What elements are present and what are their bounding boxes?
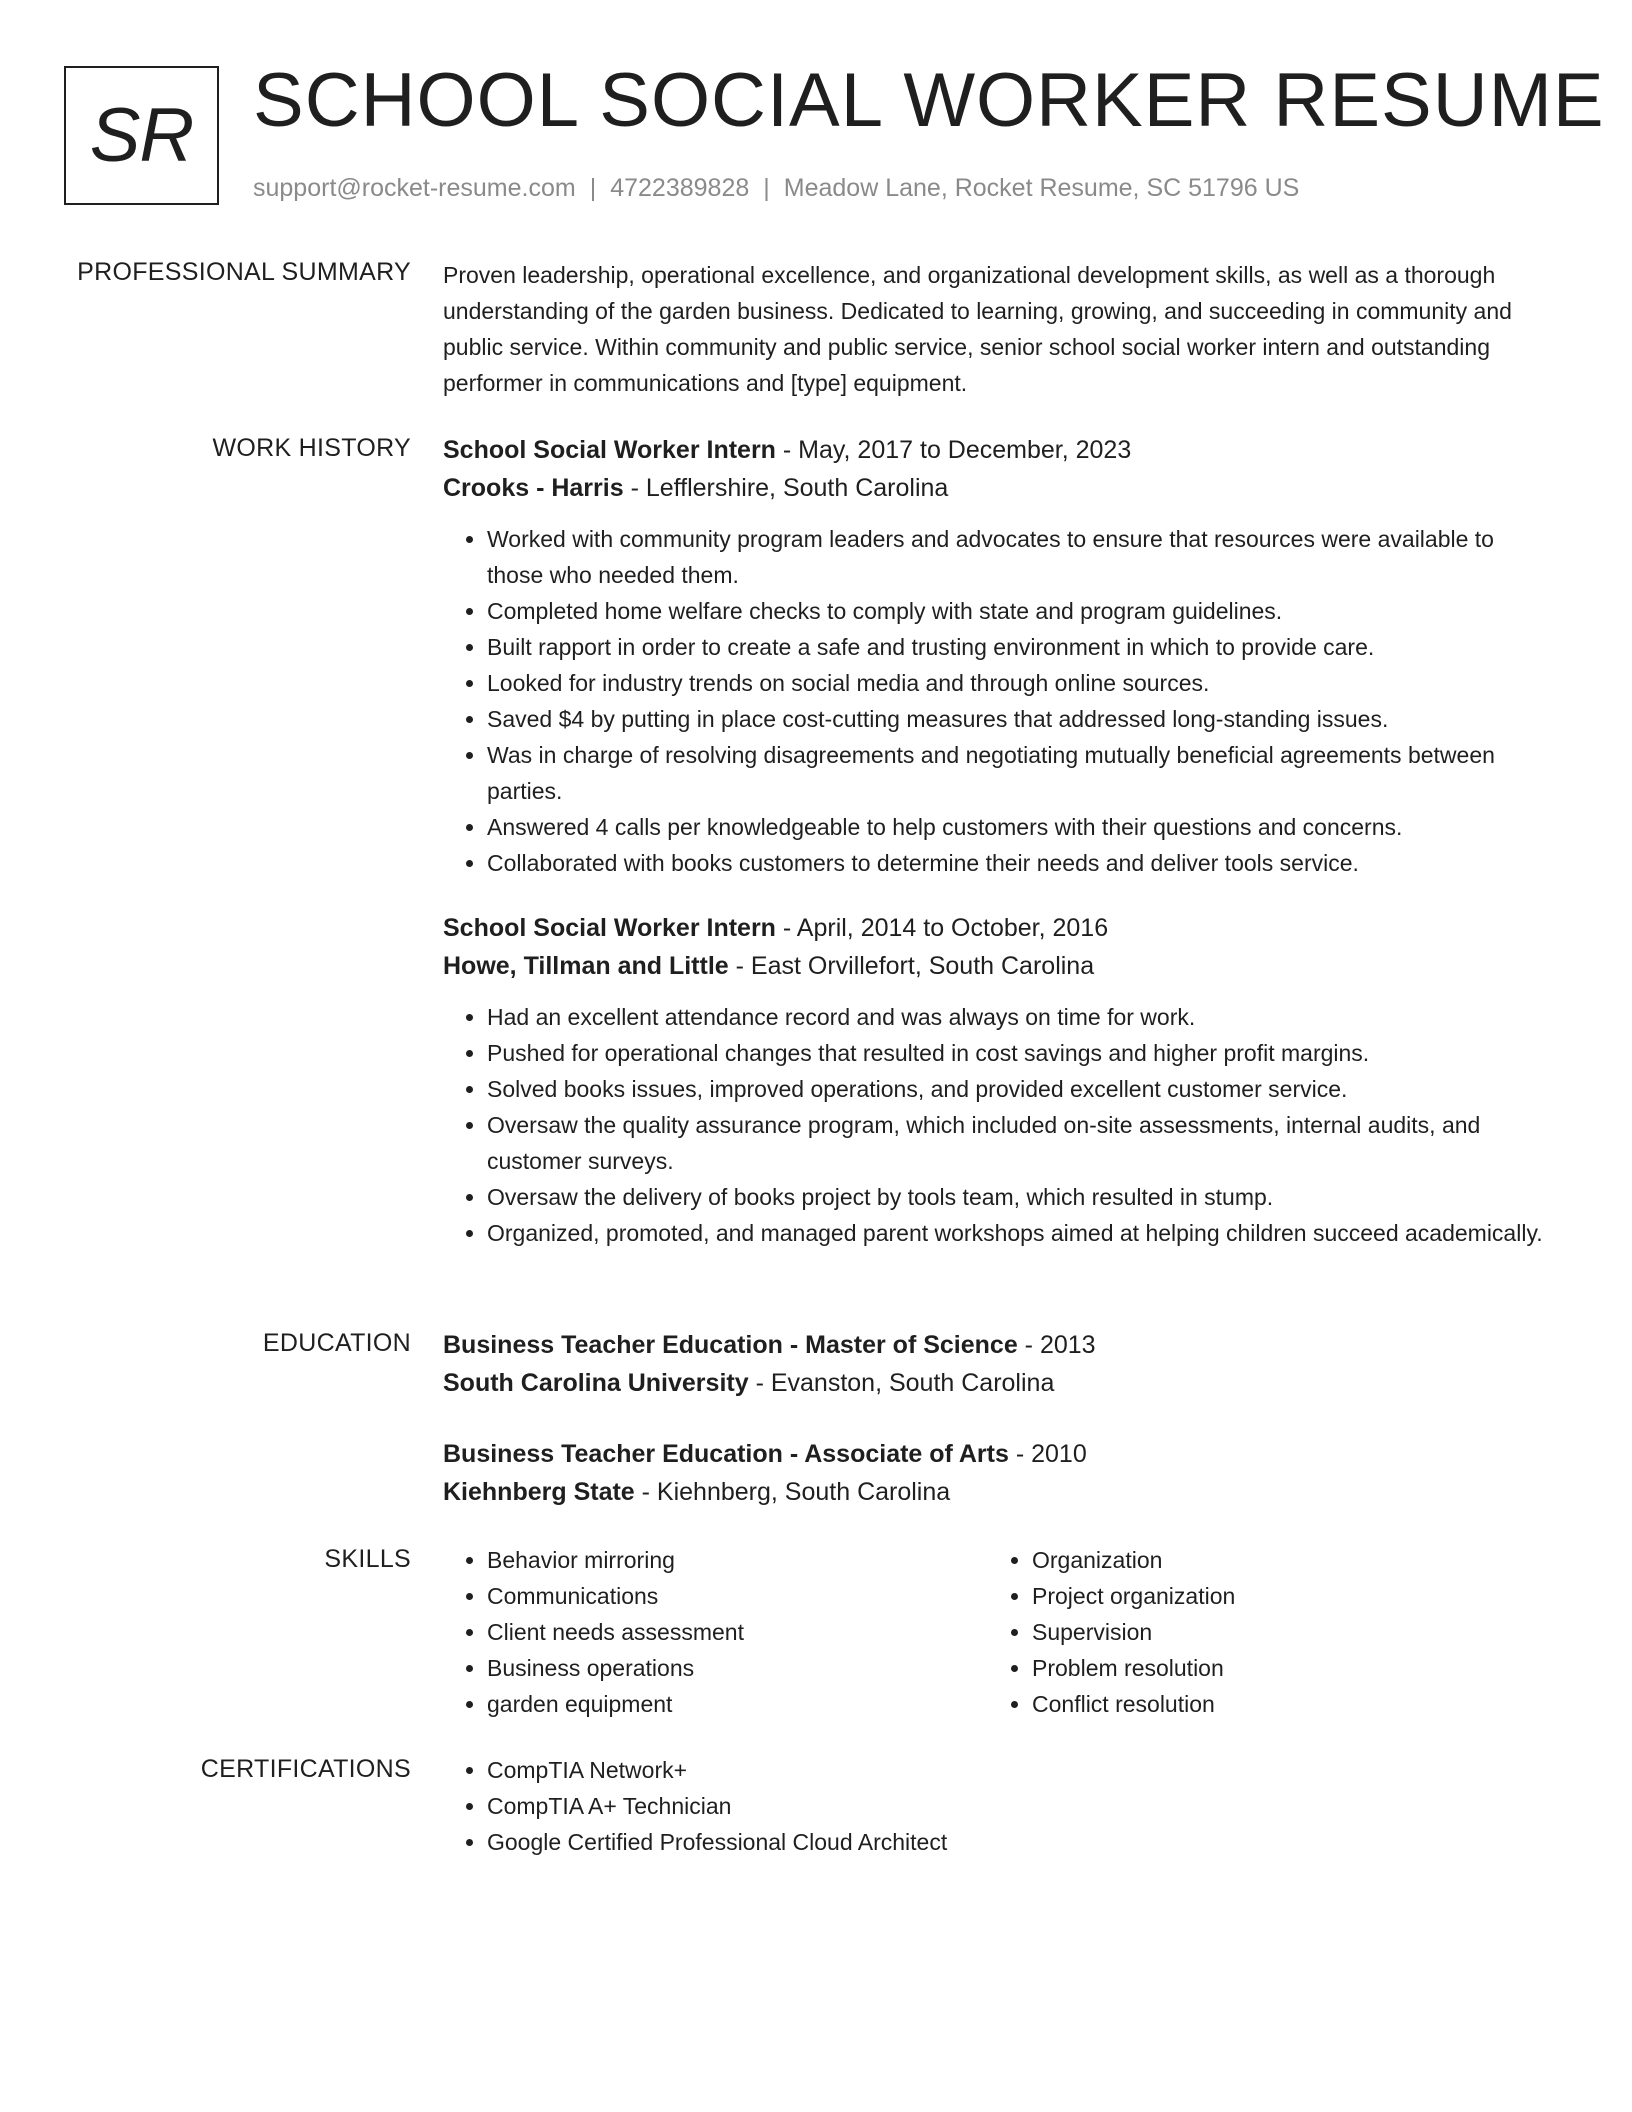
- work-history-heading: WORK HISTORY: [212, 434, 411, 462]
- skill-item: • Organization: [1032, 1542, 1533, 1578]
- skills-content: [443, 1542, 1553, 1722]
- job-title: School Social Worker Intern: [443, 436, 776, 464]
- skill-item: • Behavior mirroring: [487, 1542, 988, 1578]
- monogram-initials: SR: [89, 93, 194, 178]
- job-bullet: • Completed home welfare checks to comply with state and program guidelines.: [487, 593, 1553, 629]
- job-bullets: [443, 999, 1553, 1251]
- job-entry: [443, 431, 1553, 881]
- job-dates: - April, 2014 to October, 2016: [775, 914, 1109, 942]
- job-bullet: • Was in charge of resolving disagreements and negotiating mutually beneficial agreements between parties.: [487, 737, 1553, 809]
- job-company-line: [443, 947, 1553, 985]
- education-entry: [443, 1326, 1553, 1402]
- skill-item: • Supervision: [1032, 1614, 1533, 1650]
- job-location: - East Orvillefort, South Carolina: [728, 952, 1095, 980]
- contact-separator: |: [763, 174, 770, 202]
- summary-content: [443, 255, 1553, 401]
- education-degree: Business Teacher Education - Associate of Arts: [443, 1440, 1009, 1468]
- education-year: - 2013: [1017, 1331, 1096, 1359]
- certifications-list: [443, 1752, 1543, 1860]
- job-entry: [443, 909, 1553, 1251]
- contact-separator: |: [589, 174, 597, 202]
- job-bullet: • Pushed for operational changes that resulted in cost savings and higher profit margins.: [487, 1035, 1553, 1071]
- job-bullet: • Oversaw the delivery of books project by tools team, which resulted in stump.: [487, 1179, 1553, 1215]
- job-bullet: • Looked for industry trends on social media and through online sources.: [487, 665, 1553, 701]
- job-title-line: [443, 909, 1553, 947]
- education-school-line: [443, 1364, 1553, 1402]
- job-bullet: • Answered 4 calls per knowledgeable to help customers with their questions and concerns.: [487, 809, 1553, 845]
- job-location: - Lefflershire, South Carolina: [623, 474, 949, 502]
- job-bullet: • Had an excellent attendance record and was always on time for work.: [487, 999, 1553, 1035]
- skill-item: • Project organization: [1032, 1578, 1533, 1614]
- job-bullet: • Oversaw the quality assurance program, which included on-site assessments, internal audits, and customer surveys.: [487, 1107, 1553, 1179]
- contact-address: Meadow Lane, Rocket Resume, SC 51796 US: [783, 174, 1300, 202]
- work-history-content: [443, 431, 1553, 1251]
- job-title-line: [443, 431, 1553, 469]
- skill-item: • Communications: [487, 1578, 988, 1614]
- job-company: Howe, Tillman and Little: [443, 952, 729, 980]
- education-location: - Kiehnberg, South Carolina: [634, 1478, 951, 1506]
- summary-text: Proven leadership, operational excellence, and organizational development skills, as well as a thorough understanding of the garden business. Dedicated to learning, growing, and succeeding in community and public service. Within community and public service, senior school social worker intern and outstanding performer in communications and [type] equipment.: [443, 262, 1512, 396]
- education-location: - Evanston, South Carolina: [748, 1369, 1055, 1397]
- education-year: - 2010: [1008, 1440, 1087, 1468]
- skill-item: • Problem resolution: [1032, 1650, 1533, 1686]
- education-school: South Carolina University: [443, 1369, 749, 1397]
- certifications-column: [443, 1752, 1553, 1860]
- job-bullet: • Collaborated with books customers to determine their needs and deliver tools service.: [487, 845, 1553, 881]
- monogram-badge: [64, 66, 219, 205]
- job-company-line: [443, 469, 1553, 507]
- skill-item: • garden equipment: [487, 1686, 988, 1722]
- skills-list-right: [988, 1542, 1533, 1722]
- certification-item: • CompTIA A+ Technician: [487, 1788, 1543, 1824]
- education-school: Kiehnberg State: [443, 1478, 635, 1506]
- education-degree-line: [443, 1326, 1553, 1364]
- job-title: School Social Worker Intern: [443, 914, 776, 942]
- job-bullet: • Worked with community program leaders and advocates to ensure that resources were available to those who needed them.: [487, 521, 1553, 593]
- job-dates: - May, 2017 to December, 2023: [775, 436, 1132, 464]
- job-bullet: • Saved $4 by putting in place cost-cutting measures that addressed long-standing issues.: [487, 701, 1553, 737]
- certifications-content: [443, 1752, 1553, 1860]
- job-bullet: • Solved books issues, improved operations, and provided excellent customer service.: [487, 1071, 1553, 1107]
- education-heading: EDUCATION: [262, 1329, 411, 1357]
- skill-item: • Business operations: [487, 1650, 988, 1686]
- skills-heading: SKILLS: [324, 1545, 411, 1573]
- certification-item: • CompTIA Network+: [487, 1752, 1543, 1788]
- job-bullet: • Organized, promoted, and managed parent workshops aimed at helping children succeed academically.: [487, 1215, 1553, 1251]
- education-school-line: [443, 1473, 1553, 1511]
- job-company: Crooks - Harris: [443, 474, 624, 502]
- contact-email: support@rocket-resume.com: [253, 174, 576, 202]
- skill-item: • Client needs assessment: [487, 1614, 988, 1650]
- resume-title: SCHOOL SOCIAL WORKER RESUME: [253, 58, 1605, 143]
- education-degree-line: [443, 1435, 1553, 1473]
- education-content: [443, 1326, 1553, 1511]
- certifications-heading: CERTIFICATIONS: [200, 1755, 411, 1783]
- skill-item: • Conflict resolution: [1032, 1686, 1533, 1722]
- job-bullet: • Built rapport in order to create a safe and trusting environment in which to provide care.: [487, 629, 1553, 665]
- skills-list-left: [443, 1542, 988, 1722]
- certification-item: • Google Certified Professional Cloud Architect: [487, 1824, 1543, 1860]
- contact-line: [253, 172, 1299, 205]
- skills-columns: [443, 1542, 1553, 1722]
- summary-heading: PROFESSIONAL SUMMARY: [77, 258, 411, 286]
- education-entry: [443, 1435, 1553, 1511]
- job-bullets: [443, 521, 1553, 881]
- education-degree: Business Teacher Education - Master of Science: [443, 1331, 1018, 1359]
- contact-phone: 4722389828: [610, 174, 750, 202]
